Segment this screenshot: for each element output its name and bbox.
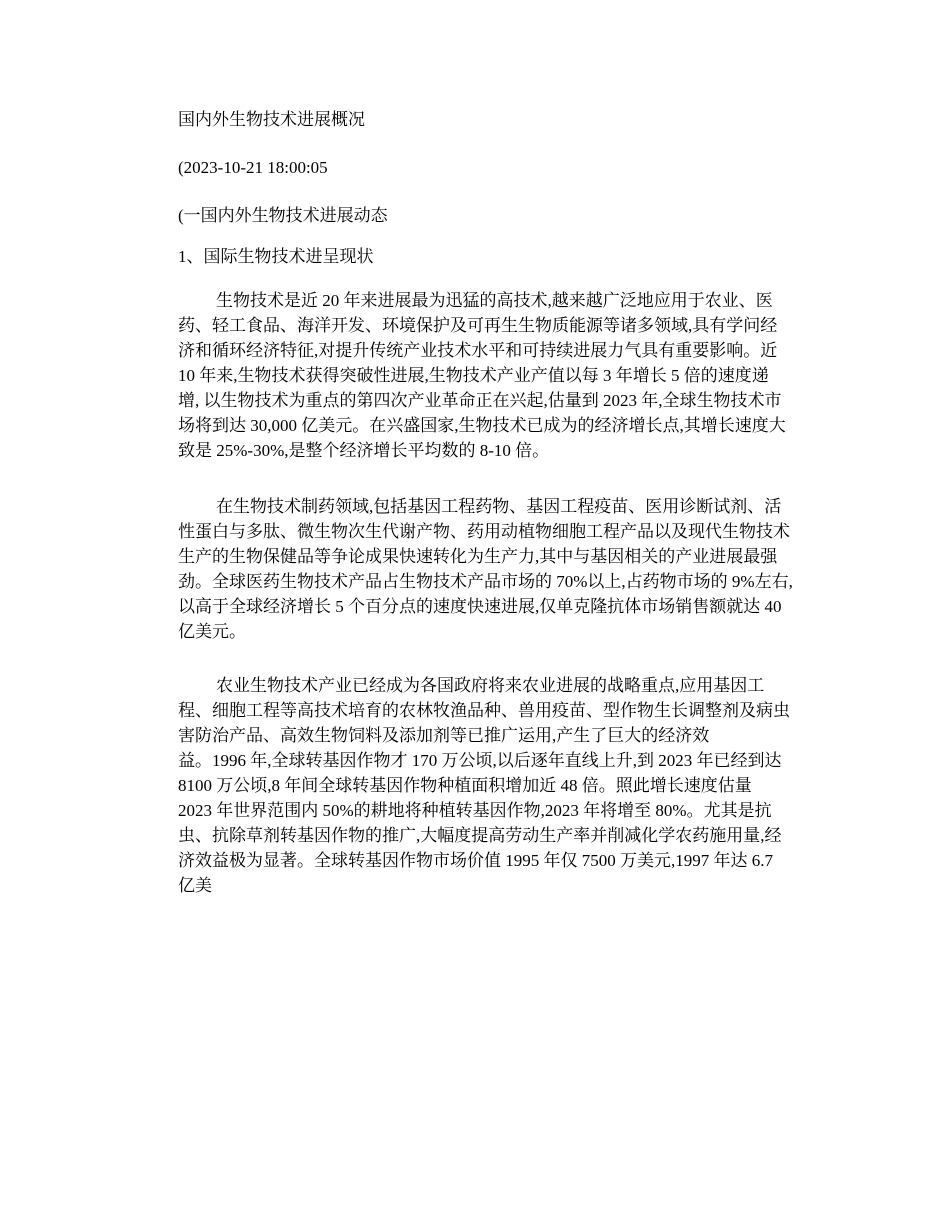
document-date: (2023-10-21 18:00:05	[178, 158, 328, 177]
paragraph-line: 农业生物技术产业已经成为各国政府将来农业进展的战略重点,应用基因工	[216, 676, 765, 695]
section-heading: (一国内外生物技术进展动态	[178, 206, 388, 225]
paragraph-2	[140, 494, 804, 644]
paragraph-line: 在生物技术制药领域,包括基因工程药物、基因工程疫苗、医用诊断试剂、活	[216, 497, 782, 516]
document-title: 国内外生物技术进展概况	[178, 110, 365, 129]
paragraph-line: 益。1996 年,全球转基因作物才 170 万公顷,以后逐年直线上升,到 2023 年已经到达	[178, 751, 782, 770]
paragraph-line: 济和循环经济特征,对提升传统产业技术水平和可持续进展力气具有重要影响。近	[178, 341, 778, 360]
paragraph-line: 8100 万公顷,8 年间全球转基因作物种植面积增加近 48 倍。照此增长速度估量	[178, 776, 752, 795]
paragraph-line: 生产的生物保健品等争论成果快速转化为生产力,其中与基因相关的产业进展最强	[178, 547, 778, 566]
paragraph-line: 亿美	[178, 876, 212, 895]
paragraph-line: 虫、抗除草剂转基因作物的推广,大幅度提高劳动生产率并削减化学农药施用量,经	[178, 826, 782, 845]
paragraph-line: 济效益极为显著。全球转基因作物市场价值 1995 年仅 7500 万美元,1997 年达 6.7	[178, 851, 773, 870]
paragraph-3	[140, 673, 804, 898]
paragraph-1	[140, 288, 804, 463]
paragraph-line: 10 年来,生物技术获得突破性进展,生物技术产业产值以每 3 年增长 5 倍的速度递	[178, 366, 769, 385]
paragraph-line: 以高于全球经济增长 5 个百分点的速度快速进展,仅单克隆抗体市场销售额就达 40	[178, 597, 782, 616]
paragraph-line: 增, 以生物技术为重点的第四次产业革命正在兴起,估量到 2023 年,全球生物技术市	[178, 391, 782, 410]
paragraph-line: 亿美元。	[178, 622, 246, 641]
paragraph-line: 程、细胞工程等高技术培育的农林牧渔品种、兽用疫苗、型作物生长调整剂及病虫	[178, 701, 790, 720]
paragraph-line: 劲。全球医药生物技术产品占生物技术产品市场的 70%以上,占药物市场的 9%左右,	[178, 572, 793, 591]
paragraph-line: 生物技术是近 20 年来进展最为迅猛的高技术,越来越广泛地应用于农业、医	[216, 291, 773, 310]
paragraph-line: 致是 25%-30%,是整个经济增长平均数的 8-10 倍。	[178, 441, 550, 460]
paragraph-line: 药、轻工食品、海洋开发、环境保护及可再生生物质能源等诸多领域,具有学问经	[178, 316, 778, 335]
subsection-heading: 1、国际生物技术进呈现状	[178, 247, 374, 266]
paragraph-line: 害防治产品、高效生物饲料及添加剂等已推广运用,产生了巨大的经济效	[178, 726, 710, 745]
paragraph-line: 场将到达 30,000 亿美元。在兴盛国家,生物技术已成为的经济增长点,其增长速度大	[178, 416, 786, 435]
paragraph-line: 性蛋白与多肽、微生物次生代谢产物、药用动植物细胞工程产品以及现代生物技术	[178, 522, 790, 541]
paragraph-line: 2023 年世界范围内 50%的耕地将种植转基因作物,2023 年将增至 80%。尤其是抗	[178, 801, 772, 820]
